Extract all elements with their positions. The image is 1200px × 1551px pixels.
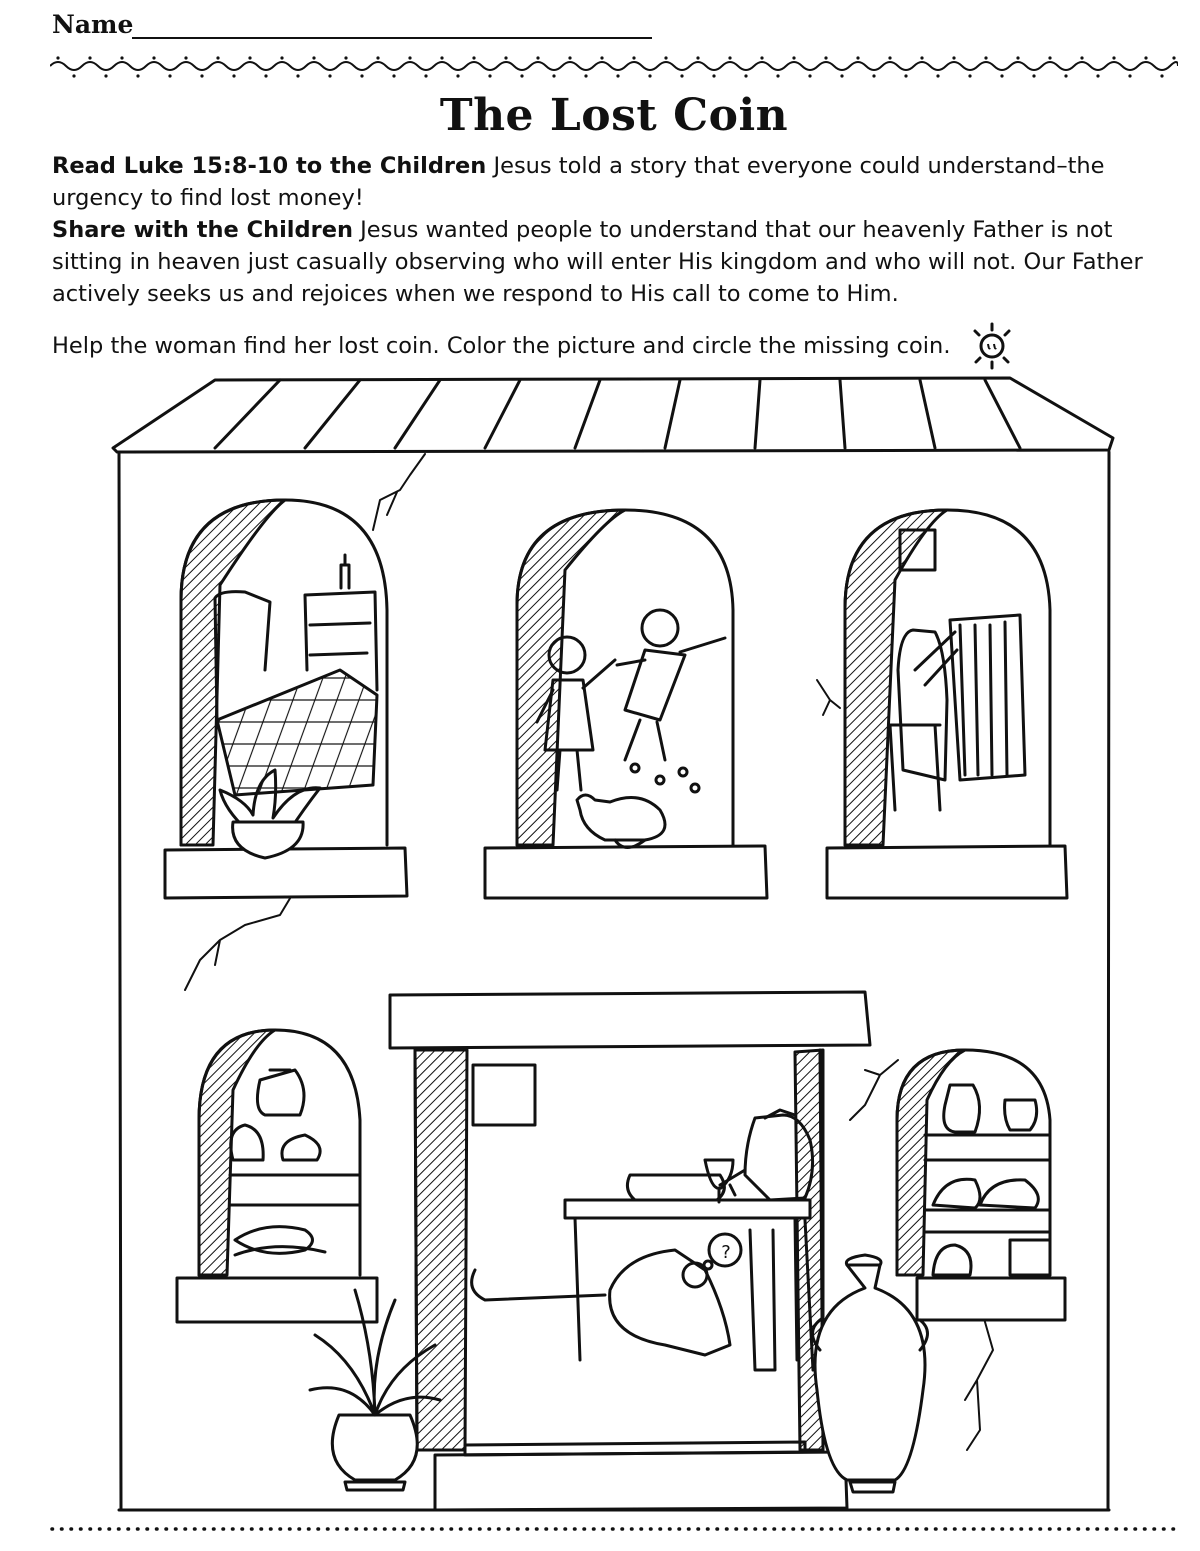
dotted-border [50,1525,1178,1533]
house-illustration [105,370,1125,1515]
window-pantry-right [897,1050,1065,1320]
instruction-text: Help the woman find her lost coin. Color the picture and circle the missing coin. [52,333,951,359]
window-children [485,510,767,898]
door-lintel [390,992,870,1048]
wall-crack [850,1060,898,1120]
doorway-woman [415,1050,847,1510]
section-text: Jesus told a story that everyone could understand–the urgency to find lost money! [52,153,1105,211]
wall-crack [817,680,840,715]
section-heading: Read Luke 15:8-10 to the Children [52,153,487,179]
name-write-line[interactable] [132,37,652,39]
window-weaver [827,510,1067,898]
name-row [52,8,652,42]
house-wall [119,452,1109,1510]
section-share [52,214,1172,310]
speech-bubble-text: ? [721,1242,731,1263]
wall-crack [965,1302,993,1450]
wall-crack [185,890,295,990]
section-heading: Share with the Children [52,217,354,243]
section-text: Jesus wanted people to understand that our heavenly Father is not sitting in heaven just casually observing who will enter His kingdom and who will not. Our Father actively seeks us and rejoices when we respond to His call to come to Him. [52,217,1143,307]
large-vase [813,1255,928,1492]
name-label: Name [52,10,134,39]
window-bedroom [165,500,407,898]
wavy-border [50,52,1178,82]
roof [113,378,1113,452]
window-pantry-left [177,1030,377,1322]
lightbulb-icon [968,322,1016,370]
wall-crack [373,454,425,530]
section-read [52,150,1172,214]
page-title: The Lost Coin [439,90,789,141]
